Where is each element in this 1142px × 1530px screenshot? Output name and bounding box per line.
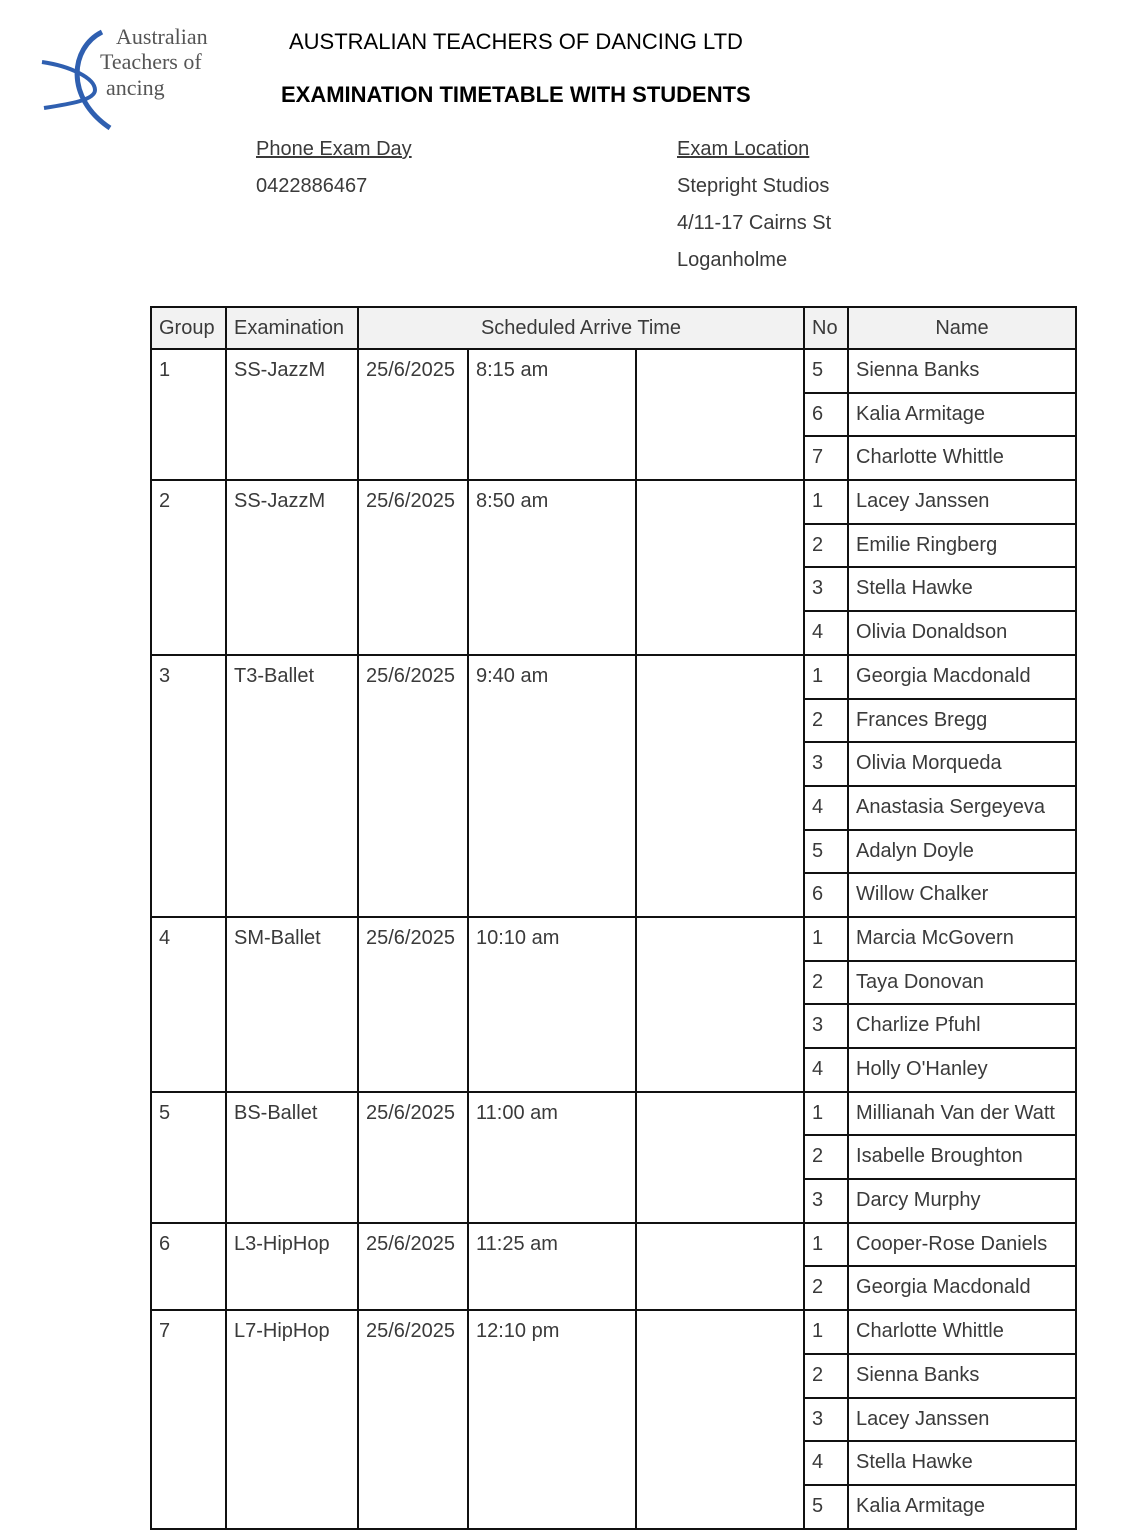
name-cell: Olivia Morqueda: [848, 742, 1076, 786]
name-cell: Georgia Macdonald: [848, 1266, 1076, 1310]
no-cell: 7: [804, 436, 848, 480]
location-line: 4/11-17 Cairns St: [677, 212, 832, 234]
no-cell: 6: [804, 393, 848, 437]
no-cell: 1: [804, 1092, 848, 1136]
logo-line: Australian: [116, 24, 208, 49]
logo-line: Teachers of: [100, 49, 202, 74]
no-cell: 6: [804, 873, 848, 917]
blank-cell: [636, 1092, 804, 1223]
no-cell: 4: [804, 611, 848, 655]
name-cell: Sienna Banks: [848, 349, 1076, 393]
col-time: Scheduled Arrive Time: [358, 307, 804, 349]
name-cell: Charlotte Whittle: [848, 436, 1076, 480]
phone-value: 0422886467: [256, 175, 368, 197]
table-row: [151, 1223, 1076, 1267]
date-cell: 25/6/2025: [358, 349, 468, 480]
table-row: [151, 655, 1076, 699]
name-cell: Adalyn Doyle: [848, 830, 1076, 874]
no-cell: 3: [804, 567, 848, 611]
no-cell: 1: [804, 655, 848, 699]
table-row: [151, 349, 1076, 393]
date-cell: 25/6/2025: [358, 1310, 468, 1528]
name-cell: Holly O'Hanley: [848, 1048, 1076, 1092]
col-exam: Examination: [226, 307, 358, 349]
date-cell: 25/6/2025: [358, 480, 468, 655]
blank-cell: [636, 480, 804, 655]
blank-cell: [636, 917, 804, 1092]
page-title: EXAMINATION TIMETABLE WITH STUDENTS: [281, 82, 751, 107]
table-row: [151, 480, 1076, 524]
name-cell: Taya Donovan: [848, 961, 1076, 1005]
logo-line: ancing: [106, 75, 165, 100]
blank-cell: [636, 1310, 804, 1528]
no-cell: 3: [804, 1179, 848, 1223]
time-cell: 8:50 am: [468, 480, 636, 655]
time-cell: 10:10 am: [468, 917, 636, 1092]
name-cell: Charlize Pfuhl: [848, 1004, 1076, 1048]
org-name: AUSTRALIAN TEACHERS OF DANCING LTD: [289, 29, 743, 54]
no-cell: 3: [804, 1398, 848, 1442]
no-cell: 2: [804, 1266, 848, 1310]
name-cell: Anastasia Sergeyeva: [848, 786, 1076, 830]
name-cell: Charlotte Whittle: [848, 1310, 1076, 1354]
exam-cell: T3-Ballet: [226, 655, 358, 917]
exam-cell: SM-Ballet: [226, 917, 358, 1092]
time-cell: 11:00 am: [468, 1092, 636, 1223]
no-cell: 2: [804, 699, 848, 743]
table-row: [151, 1092, 1076, 1136]
date-cell: 25/6/2025: [358, 1223, 468, 1310]
name-cell: Isabelle Broughton: [848, 1135, 1076, 1179]
no-cell: 2: [804, 1135, 848, 1179]
location-line: Stepright Studios: [677, 175, 830, 197]
no-cell: 3: [804, 742, 848, 786]
group-cell: 5: [151, 1092, 226, 1223]
location-label: Exam Location: [677, 138, 810, 160]
name-cell: Willow Chalker: [848, 873, 1076, 917]
no-cell: 2: [804, 524, 848, 568]
name-cell: Emilie Ringberg: [848, 524, 1076, 568]
date-cell: 25/6/2025: [358, 917, 468, 1092]
location-block: [677, 131, 831, 279]
group-cell: 4: [151, 917, 226, 1092]
name-cell: Lacey Janssen: [848, 480, 1076, 524]
name-cell: Olivia Donaldson: [848, 611, 1076, 655]
name-cell: Frances Bregg: [848, 699, 1076, 743]
no-cell: 5: [804, 349, 848, 393]
time-cell: 8:15 am: [468, 349, 636, 480]
location-line: Loganholme: [677, 249, 788, 271]
exam-cell: L3-HipHop: [226, 1223, 358, 1310]
blank-cell: [636, 655, 804, 917]
name-cell: Lacey Janssen: [848, 1398, 1076, 1442]
name-cell: Millianah Van der Watt: [848, 1092, 1076, 1136]
name-cell: Stella Hawke: [848, 1441, 1076, 1485]
header-row: [151, 307, 1076, 349]
exam-cell: SS-JazzM: [226, 480, 358, 655]
no-cell: 2: [804, 961, 848, 1005]
table-row: [151, 917, 1076, 961]
no-cell: 5: [804, 830, 848, 874]
time-cell: 12:10 pm: [468, 1310, 636, 1528]
name-cell: Darcy Murphy: [848, 1179, 1076, 1223]
name-cell: Cooper-Rose Daniels: [848, 1223, 1076, 1267]
name-cell: Kalia Armitage: [848, 393, 1076, 437]
group-cell: 3: [151, 655, 226, 917]
blank-cell: [636, 1223, 804, 1310]
name-cell: Georgia Macdonald: [848, 655, 1076, 699]
timetable: [150, 306, 1077, 1530]
no-cell: 1: [804, 1223, 848, 1267]
name-cell: Sienna Banks: [848, 1354, 1076, 1398]
no-cell: 1: [804, 917, 848, 961]
name-cell: Stella Hawke: [848, 567, 1076, 611]
time-cell: 9:40 am: [468, 655, 636, 917]
phone-block: [256, 131, 412, 205]
exam-cell: BS-Ballet: [226, 1092, 358, 1223]
no-cell: 3: [804, 1004, 848, 1048]
col-name: Name: [848, 307, 1076, 349]
no-cell: 4: [804, 786, 848, 830]
exam-cell: SS-JazzM: [226, 349, 358, 480]
name-cell: Marcia McGovern: [848, 917, 1076, 961]
date-cell: 25/6/2025: [358, 1092, 468, 1223]
name-cell: Kalia Armitage: [848, 1485, 1076, 1529]
phone-label: Phone Exam Day: [256, 138, 412, 160]
col-no: No: [804, 307, 848, 349]
no-cell: 4: [804, 1048, 848, 1092]
no-cell: 1: [804, 480, 848, 524]
time-cell: 11:25 am: [468, 1223, 636, 1310]
group-cell: 2: [151, 480, 226, 655]
date-cell: 25/6/2025: [358, 655, 468, 917]
blank-cell: [636, 349, 804, 480]
group-cell: 6: [151, 1223, 226, 1310]
exam-cell: L7-HipHop: [226, 1310, 358, 1528]
group-cell: 1: [151, 349, 226, 480]
no-cell: 5: [804, 1485, 848, 1529]
no-cell: 2: [804, 1354, 848, 1398]
table-row: [151, 1310, 1076, 1354]
no-cell: 1: [804, 1310, 848, 1354]
group-cell: 7: [151, 1310, 226, 1528]
no-cell: 4: [804, 1441, 848, 1485]
col-group: Group: [151, 307, 226, 349]
